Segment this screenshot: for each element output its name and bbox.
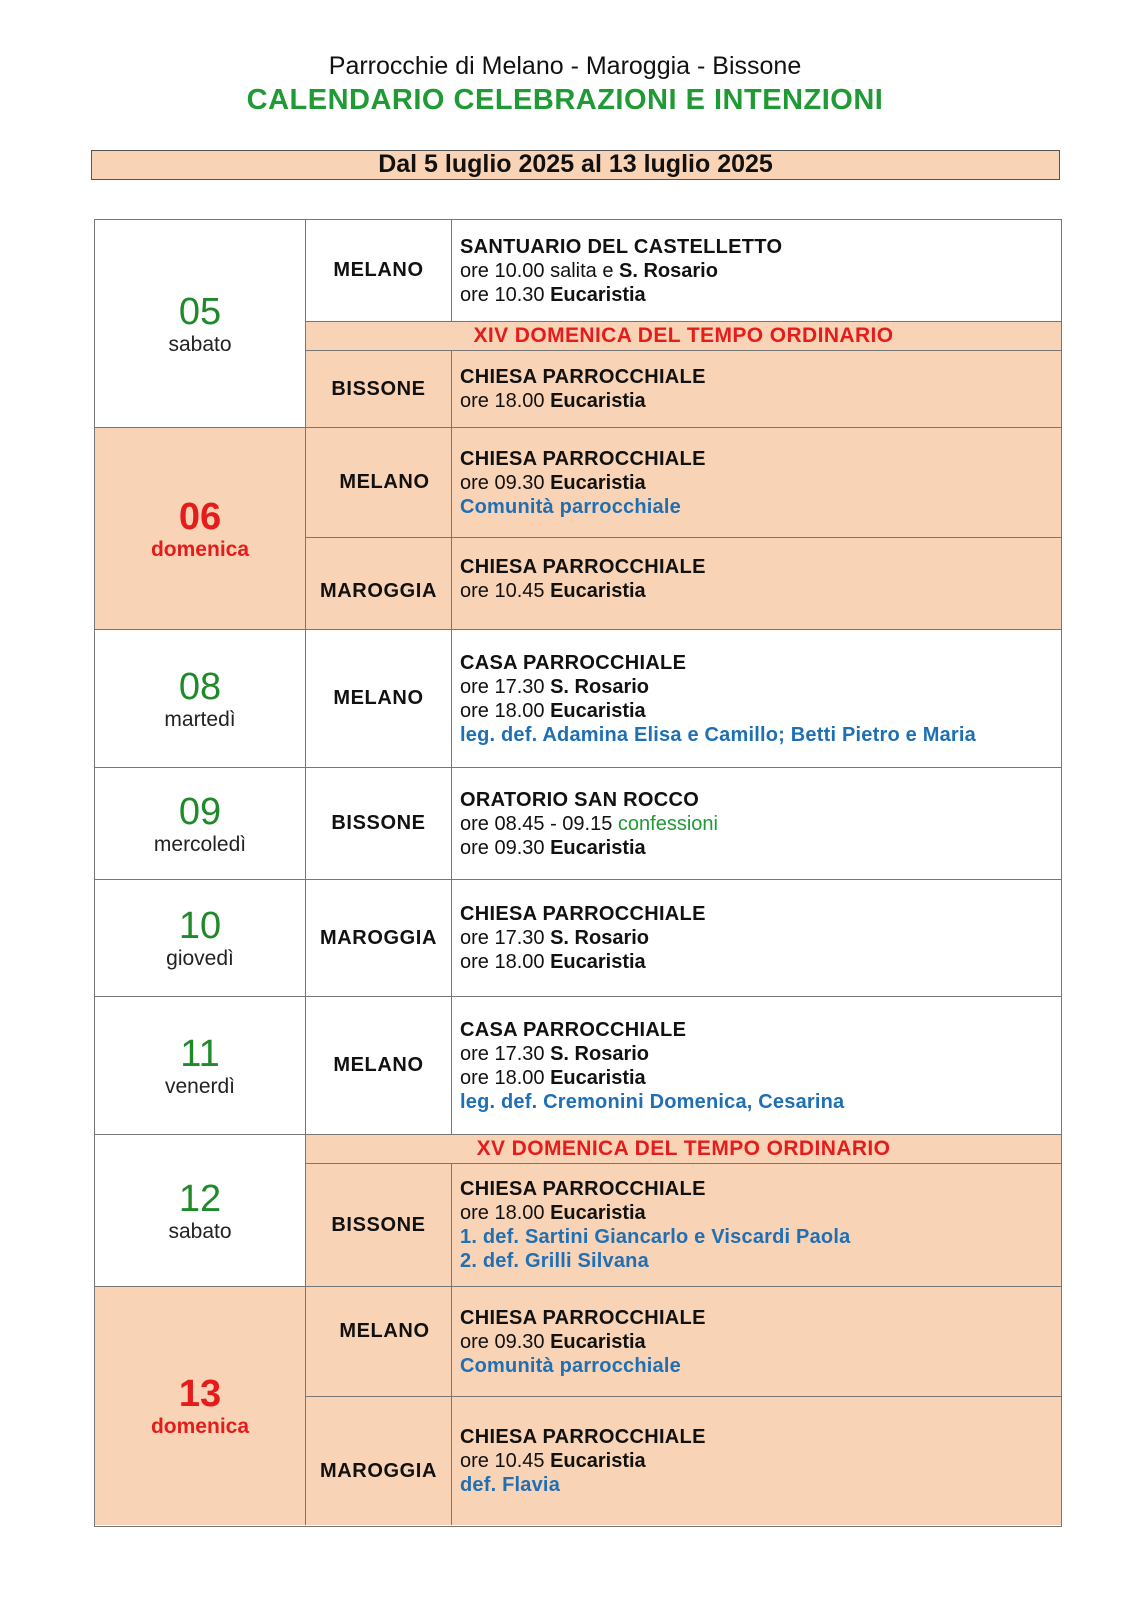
place-name: CASA PARROCCHIALE [460,1018,687,1041]
time-line: ore 10.00 salita e S. Rosario [460,259,718,282]
confession-label: confessioni [617,812,718,835]
time-line: ore 17.30 S. Rosario [460,1042,649,1065]
day-cell-05 [95,220,306,428]
time-line: ore 18.00 Eucaristia [460,1066,646,1089]
intention-line: leg. def. Adamina Elisa e Camillo; Betti Pietro e Maria [460,723,976,746]
time-line: ore 08.45 - 09.15 confessioni [460,812,718,835]
place-name: CHIESA PARROCCHIALE [460,1178,706,1200]
time-line: ore 10.45 Eucaristia [460,1450,646,1472]
day-name: venerdì [164,1074,236,1098]
day-number: 09 [178,790,222,833]
day-name: mercoledì [153,832,247,856]
location-cell: MAROGGIA [306,538,452,630]
day-cell-08 [95,630,306,768]
location-cell: MAROGGIA [306,880,452,997]
time-line: ore 17.30 S. Rosario [460,675,649,698]
location-cell: MELANO [306,630,452,768]
details-cell [452,351,1061,428]
place-name: CHIESA PARROCCHIALE [460,555,706,578]
time-line: ore 18.00 Eucaristia [460,1202,646,1224]
place-name: CHIESA PARROCCHIALE [460,903,706,925]
parishes-heading: Parrocchie di Melano - Maroggia - Bissone [328,52,802,80]
place-name: CHIESA PARROCCHIALE [460,447,706,470]
place-name: CHIESA PARROCCHIALE [460,366,706,388]
time-line: ore 10.30 Eucaristia [460,283,646,306]
intention-line: Comunità parrocchiale [460,1354,681,1377]
liturgical-band: XIV DOMENICA DEL TEMPO ORDINARIO [306,322,1061,351]
details-cell [452,997,1061,1135]
details-cell [452,630,1061,768]
place-name: CASA PARROCCHIALE [460,651,687,674]
location-cell: MELANO [306,428,452,538]
time-line: ore 18.00 Eucaristia [460,390,646,412]
calendar-table [94,219,1062,1527]
location-cell: MAROGGIA [306,1397,452,1525]
day-cell-11 [95,997,306,1135]
liturgical-band: XV DOMENICA DEL TEMPO ORDINARIO [306,1135,1061,1164]
details-cell [452,1287,1061,1397]
place-name: CHIESA PARROCCHIALE [460,1426,706,1448]
place-name: CHIESA PARROCCHIALE [460,1306,706,1329]
day-number: 06 [178,495,222,538]
details-cell [452,880,1061,997]
intention-line: Comunità parrocchiale [460,495,681,518]
period-banner: Dal 5 luglio 2025 al 13 luglio 2025 [91,150,1060,180]
place-name: ORATORIO SAN ROCCO [460,788,700,811]
time-line: ore 10.45 Eucaristia [460,579,646,602]
day-name: martedì [164,707,236,731]
day-cell-09 [95,768,306,880]
location-cell: MELANO [306,220,452,322]
location-cell: BISSONE [306,1164,452,1287]
day-name: sabato [168,1219,232,1243]
day-name: domenica [150,537,250,561]
time-line: ore 18.00 Eucaristia [460,699,646,722]
time-line: ore 17.30 S. Rosario [460,927,649,949]
details-cell [452,538,1061,630]
day-cell-10 [95,880,306,997]
day-cell-12 [95,1135,306,1287]
time-line: ore 09.30 Eucaristia [460,1330,646,1353]
details-cell [452,428,1061,538]
day-cell-06 [95,428,306,630]
location-cell: MELANO [306,1287,452,1397]
day-number: 11 [180,1032,220,1075]
details-cell [452,768,1061,880]
location-cell: BISSONE [306,351,452,428]
place-name: SANTUARIO DEL CASTELLETTO [460,235,783,258]
details-cell [452,220,1061,322]
day-number: 12 [178,1177,222,1220]
intention-line: 1. def. Sartini Giancarlo e Viscardi Paola [460,1226,851,1248]
time-line: ore 18.00 Eucaristia [460,951,646,973]
day-number: 10 [178,905,222,947]
calendar-title: CALENDARIO CELEBRAZIONI E INTENZIONI [246,84,884,116]
day-name: giovedì [166,947,234,970]
intention-line: 2. def. Grilli Silvana [460,1250,649,1272]
details-cell [452,1164,1061,1287]
location-cell: MELANO [306,997,452,1135]
time-line: ore 09.30 Eucaristia [460,836,646,859]
intention-line: leg. def. Cremonini Domenica, Cesarina [460,1090,845,1113]
day-number: 08 [178,665,222,708]
day-name: domenica [150,1415,250,1438]
details-cell [452,1397,1061,1525]
day-number: 05 [178,290,222,333]
day-name: sabato [168,332,232,356]
location-cell: BISSONE [306,768,452,880]
time-line: ore 09.30 Eucaristia [460,471,646,494]
day-number: 13 [178,1373,222,1415]
intention-line: def. Flavia [460,1474,561,1496]
day-cell-13 [95,1287,306,1525]
